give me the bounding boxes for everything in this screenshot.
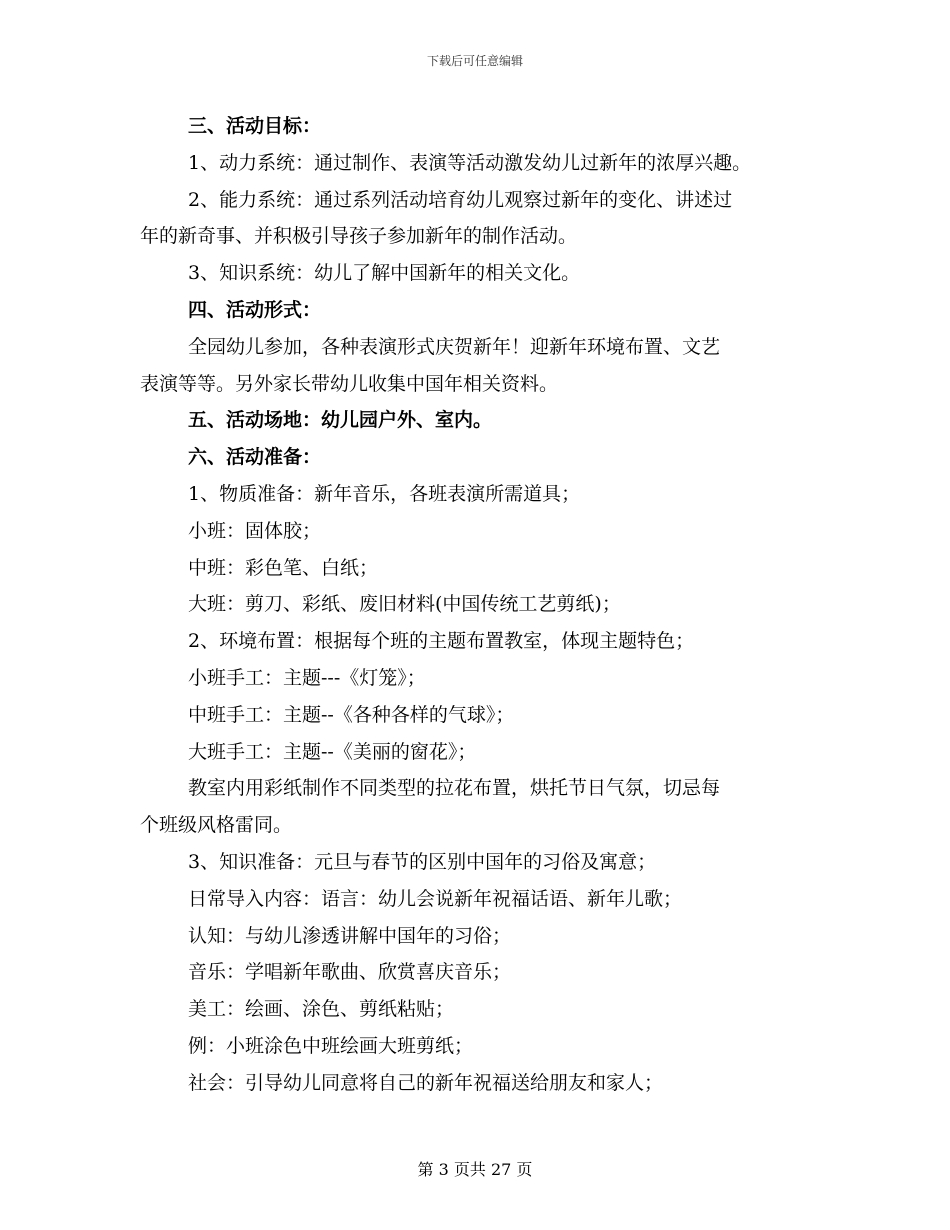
paragraph-line: 2、环境布置：根据每个班的主题布置教室，体现主题特色；	[188, 630, 695, 653]
paragraph-line: 大班手工：主题--《美丽的窗花》；	[188, 740, 477, 763]
paragraph-line: 大班：剪刀、彩纸、废旧材料(中国传统工艺剪纸)；	[188, 593, 621, 616]
paragraph-line: 年的新奇事、并积极引导孩子参加新年的制作活动。	[140, 225, 578, 248]
section-heading: 三、活动目标：	[188, 115, 322, 137]
page-header-note: 下载后可任意编辑	[426, 54, 523, 68]
paragraph-line: 中班手工：主题--《各种各样的气球》；	[188, 703, 515, 726]
paragraph-line: 教室内用彩纸制作不同类型的拉花布置，烘托节日气氛，切忌每	[188, 777, 721, 800]
paragraph-line: 全园幼儿参加，各种表演形式庆贺新年！迎新年环境布置、文艺	[188, 335, 721, 358]
paragraph-line: 1、动力系统：通过制作、表演等活动激发幼儿过新年的浓厚兴趣。	[188, 151, 752, 174]
paragraph-line: 3、知识准备：元旦与春节的区别中国年的习俗及寓意；	[188, 850, 657, 873]
paragraph-line: 2、能力系统：通过系列活动培育幼儿观察过新年的变化、讲述过	[188, 188, 733, 211]
paragraph-line: 社会：引导幼儿同意将自己的新年祝福送给朋友和家人；	[188, 1071, 664, 1094]
paragraph-line: 中班：彩色笔、白纸；	[188, 556, 379, 579]
paragraph-line: 认知：与幼儿渗透讲解中国年的习俗；	[188, 924, 512, 947]
paragraph-line: 小班手工：主题---《灯笼》；	[188, 666, 426, 689]
section-heading: 四、活动形式：	[188, 298, 322, 321]
section-heading: 五、活动场地：幼儿园户外、室内。	[188, 409, 493, 432]
document-body	[140, 108, 830, 1102]
paragraph-line: 日常导入内容：语言：幼儿会说新年祝福话语、新年儿歌；	[188, 887, 683, 910]
paragraph-line: 例：小班涂色中班绘画大班剪纸；	[188, 1034, 474, 1057]
paragraph-line: 音乐：学唱新年歌曲、欣赏喜庆音乐；	[188, 961, 512, 984]
paragraph-line: 3、知识系统：幼儿了解中国新年的相关文化。	[188, 262, 581, 285]
section-heading: 六、活动准备：	[188, 446, 322, 469]
paragraph-line: 小班：固体胶；	[188, 519, 322, 542]
page-number: 第 3 页共 27 页	[417, 1160, 533, 1179]
paragraph-line: 1、物质准备：新年音乐，各班表演所需道具；	[188, 482, 581, 505]
paragraph-line: 美工：绘画、涂色、剪纸粘贴；	[188, 998, 455, 1021]
paragraph-line: 个班级风格雷同。	[140, 814, 293, 837]
paragraph-line: 表演等等。另外家长带幼儿收集中国年相关资料。	[140, 372, 559, 395]
